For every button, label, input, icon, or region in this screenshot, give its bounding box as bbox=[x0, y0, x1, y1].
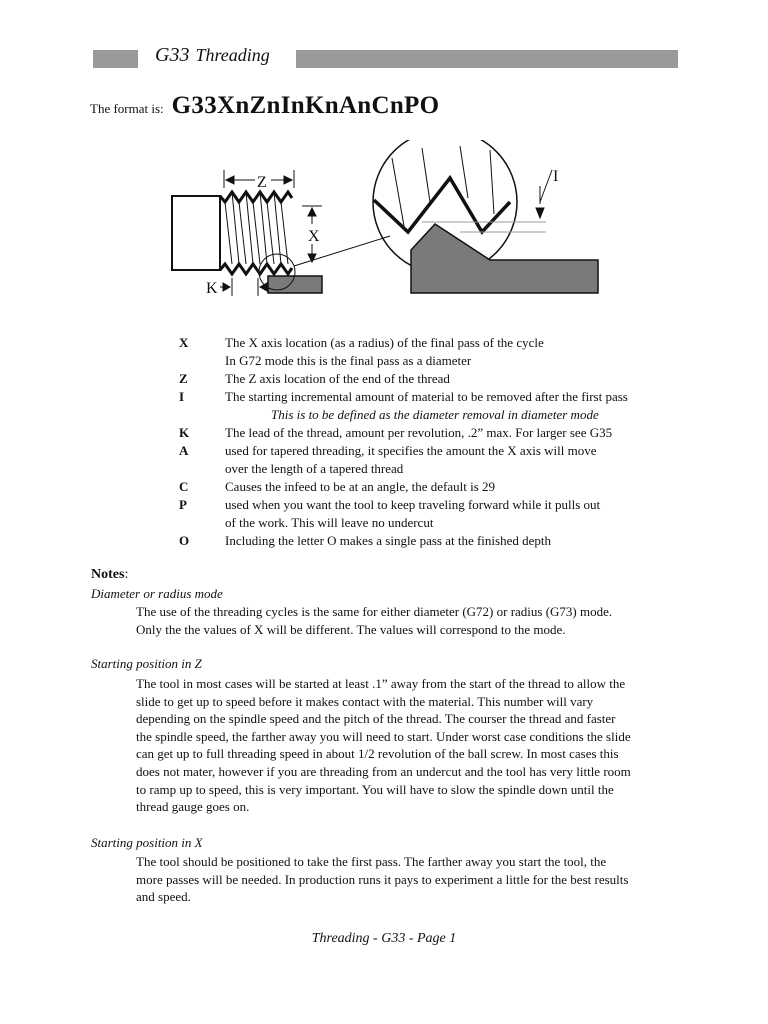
definition-a: A used for tapered threading, it specifies the amount the X axis will move bbox=[179, 443, 597, 458]
definition-x: X The X axis location (as a radius) of the final pass of the cycle bbox=[179, 335, 544, 350]
section-body-start-z: The tool in most cases will be started at least .1” away from the start of the thread to allow the slide to get up to speed before it makes contact with the material. This number will vary depending on the spindle speed and the pitch of the thread. The courser the thread and faster the spindle speed, the farther away you will need to start. Under worst case conditions the slide can get up to full threading speed in about 1/2 revolution of the ball screw. In most cases this does not mater, however if you are threading from an undercut and the tool has very little room to ramp up to speed, this is very important. You will have to slow the spindle down until the thread gauge goes on. bbox=[136, 676, 631, 815]
label-k: K bbox=[206, 280, 218, 297]
definition-c: C Causes the infeed to be at an angle, the default is 29 bbox=[179, 479, 496, 494]
header-word: Threading bbox=[195, 45, 270, 65]
i-dimension bbox=[536, 170, 552, 218]
page-header-title bbox=[155, 44, 270, 67]
label-x: X bbox=[308, 228, 320, 245]
threading-diagram bbox=[160, 140, 620, 305]
definition-k: K The lead of the thread, amount per revolution, .2” max. For larger see G35 bbox=[179, 425, 613, 440]
definition-i: I The starting incremental amount of material to be removed after the first pass bbox=[179, 389, 628, 404]
parameter-definitions bbox=[179, 334, 679, 550]
definition-p: P used when you want the tool to keep traveling forward while it pulls out bbox=[179, 497, 601, 512]
definition-i-note: This is to be defined as the diameter removal in diameter mode bbox=[271, 407, 599, 422]
format-label: The format is: bbox=[90, 101, 164, 116]
notes-heading: Notes: bbox=[91, 567, 129, 582]
detail-circle-large bbox=[373, 140, 598, 293]
label-z: Z bbox=[257, 174, 267, 191]
definition-z: Z The Z axis location of the end of the thread bbox=[179, 371, 450, 386]
cutting-tool-large bbox=[411, 224, 598, 293]
k-dimension bbox=[220, 278, 267, 296]
definition-x-line2: In G72 mode this is the final pass as a diameter bbox=[225, 353, 472, 368]
header-code: G33 bbox=[155, 44, 190, 66]
section-body-diameter-mode: The use of the threading cycles is the same for either diameter (G72) or radius (G73) mode. Only the the values of X will be different. The values will correspond to the mode. bbox=[136, 604, 613, 637]
section-title-start-z: Starting position in Z bbox=[91, 656, 202, 671]
definition-p-line2: of the work. This will leave no undercut bbox=[225, 515, 434, 530]
section-title-diameter-mode: Diameter or radius mode bbox=[91, 586, 223, 601]
format-code: G33XnZnInKnAnCnPO bbox=[171, 92, 440, 119]
format-line bbox=[90, 92, 439, 120]
workpiece bbox=[172, 192, 292, 274]
label-i: I bbox=[553, 168, 559, 185]
header-bar-left bbox=[93, 50, 138, 68]
header-bar-right bbox=[296, 50, 678, 68]
section-body-start-x: The tool should be positioned to take the first pass. The farther away you start the tool, the more passes will be needed. In production runs it pays to experiment a little for the best results and speed. bbox=[136, 854, 629, 905]
definition-o: O Including the letter O makes a single pass at the finished depth bbox=[179, 533, 551, 548]
section-title-start-x: Starting position in X bbox=[91, 835, 203, 850]
definition-a-line2: over the length of a tapered thread bbox=[225, 461, 404, 476]
page-footer: Threading - G33 - Page 1 bbox=[311, 931, 457, 946]
